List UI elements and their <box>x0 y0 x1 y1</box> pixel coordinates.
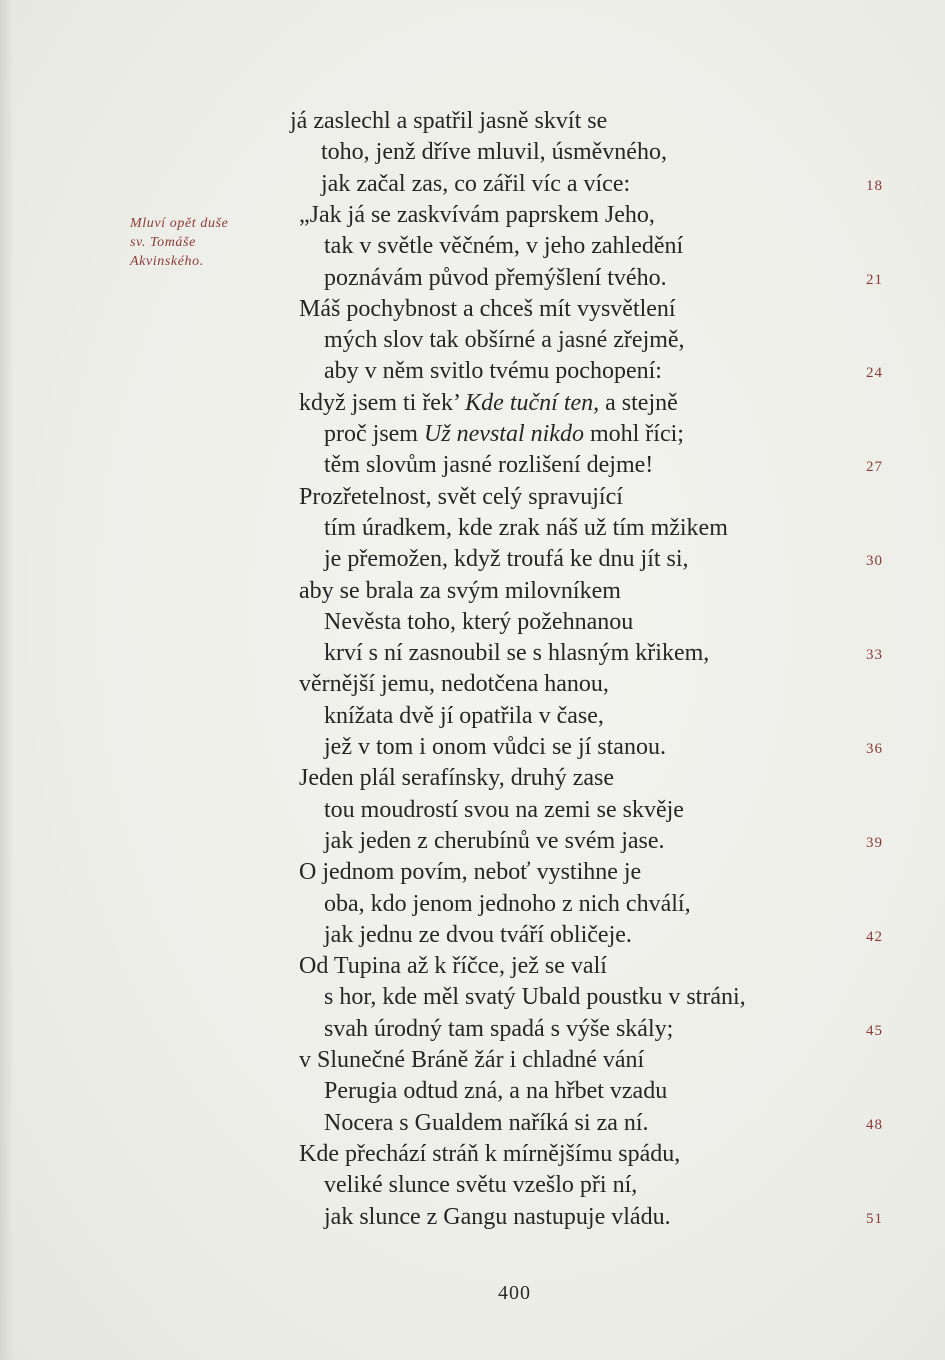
line-number: 24 <box>866 365 883 382</box>
verse-text: knížata dvě jí opatřila v čase, <box>324 702 604 729</box>
verse-text: Nocera s Gualdem naříká si za ní. <box>324 1109 649 1136</box>
verse-line <box>324 982 746 1012</box>
verse-italic-text: Už nevstal nikdo <box>423 421 584 447</box>
verse-text: veliké slunce světu vzešlo při ní, <box>324 1172 638 1199</box>
verse-text: poznávám původ přemýšlení tvého. <box>324 264 667 291</box>
verse-line <box>299 200 655 230</box>
verse-line <box>324 231 683 261</box>
verse-text: věrnější jemu, nedotčena hanou, <box>299 671 609 698</box>
verse-text: proč jsem <box>324 421 424 447</box>
verse-line <box>324 1014 673 1044</box>
verse-text: jak slunce z Gangu nastupuje vládu. <box>324 1203 671 1230</box>
line-number: 51 <box>866 1210 883 1227</box>
verse-text: Perugia odtud zná, a na hřbet vzadu <box>324 1078 668 1105</box>
line-number: 33 <box>866 647 883 664</box>
verse-text: Od Tupina až k říčce, jež se valí <box>299 953 607 980</box>
verse-text: Máš pochybnost a chceš mít vysvětlení <box>299 295 676 322</box>
verse-line <box>299 294 676 324</box>
verse-text: Prozřetelnost, svět celý spravující <box>299 483 623 510</box>
verse-text: když jsem ti řek’ <box>299 389 466 416</box>
verse-line <box>324 450 653 480</box>
line-number: 21 <box>866 271 883 288</box>
verse-line <box>324 732 666 762</box>
verse-line <box>299 576 621 606</box>
verse-line <box>324 795 684 825</box>
verse-line <box>324 356 662 386</box>
verse-line <box>324 263 667 293</box>
verse-text: s hor, kde měl svatý Ubald poustku v stráni, <box>324 984 746 1011</box>
verse-line <box>299 951 607 981</box>
verse-text: je přemožen, když troufá ke dnu jít si, <box>324 546 689 573</box>
page-number: 400 <box>498 1282 531 1304</box>
line-number: 30 <box>866 553 883 570</box>
verse-text: Kde přechází stráň k mírnějšímu spádu, <box>299 1140 681 1167</box>
verse-text: jak začal zas, co zářil víc a více: <box>321 170 631 197</box>
verse-line <box>324 889 691 919</box>
verse-text: Nevěsta toho, který požehnanou <box>324 608 634 635</box>
line-number: 45 <box>866 1022 883 1039</box>
verse-text: aby se brala za svým milovníkem <box>299 577 621 604</box>
verse-text: v Slunečné Bráně žár i chladné vání <box>299 1047 645 1073</box>
verse-italic-text: Kde tuční ten, <box>465 389 600 416</box>
line-number: 27 <box>866 459 883 476</box>
verse-text: oba, kdo jenom jednoho z nich chválí, <box>324 890 691 917</box>
marginal-note-line: Mluví opět duše <box>130 216 229 231</box>
verse-text: Jeden plál serafínsky, druhý zase <box>299 765 614 792</box>
verse-line <box>324 920 632 950</box>
verse-line <box>299 1045 644 1075</box>
verse-text: mohl říci; <box>583 421 684 447</box>
verse-line <box>324 607 633 637</box>
verse-text: krví s ní zasnoubil se s hlasným křikem, <box>324 640 710 667</box>
verse-text: já zaslechl a spatřil jasně skvít se <box>290 108 608 134</box>
verse-line <box>324 513 728 543</box>
verse-line <box>321 137 667 167</box>
verse-line <box>299 763 614 793</box>
verse-text: mých slov tak obšírné a jasné zřejmě, <box>324 327 685 354</box>
verse-line <box>299 388 678 418</box>
verse-text: tou moudrostí svou na zemi se skvěje <box>324 796 684 823</box>
verse-text: jak jeden z cherubínů ve svém jase. <box>324 827 665 854</box>
verse-line <box>324 325 685 355</box>
verse-text: aby v něm svitlo tvému pochopení: <box>324 358 662 385</box>
verse-line <box>299 482 623 512</box>
verse-line <box>299 1139 680 1169</box>
verse-text: svah úrodný tam spadá s výše skály; <box>324 1015 674 1042</box>
verse-line <box>324 701 604 731</box>
line-number: 42 <box>866 928 883 945</box>
verse-line <box>321 169 630 199</box>
verse-text: „Jak já se zaskvívám paprskem Jeho, <box>299 201 655 228</box>
line-number: 48 <box>866 1116 883 1133</box>
line-number: 39 <box>866 834 883 851</box>
verse-text: O jednom povím, neboť vystihne je <box>299 859 642 886</box>
verse-text: a stejně <box>599 389 678 416</box>
line-number: 36 <box>866 741 883 757</box>
line-number: 18 <box>866 177 883 194</box>
marginal-note-line: Akvinského. <box>130 254 204 269</box>
verse-line <box>324 638 709 668</box>
verse-line <box>299 857 641 887</box>
verse-text: těm slovům jasné rozlišení dejme! <box>324 452 654 479</box>
verse-text: jež v tom i onom vůdci se jí stanou. <box>324 734 666 760</box>
verse-text: jak jednu ze dvou tváří obličeje. <box>324 921 632 948</box>
verse-text: toho, jenž dříve mluvil, úsměvného, <box>321 139 667 166</box>
marginal-note-line: sv. Tomáše <box>130 235 196 250</box>
verse-line <box>324 1202 671 1232</box>
verse-line <box>324 1170 637 1200</box>
verse-line <box>324 544 689 574</box>
verse-line <box>324 1076 667 1106</box>
verse-text: tím úradkem, kde zrak náš už tím mžikem <box>324 514 728 541</box>
verse-text: tak v světle věčném, v jeho zahledění <box>324 233 684 260</box>
verse-line <box>324 826 665 856</box>
verse-line <box>324 419 684 449</box>
verse-line <box>299 669 609 699</box>
verse-line <box>324 1108 649 1138</box>
verse-line <box>290 106 607 136</box>
